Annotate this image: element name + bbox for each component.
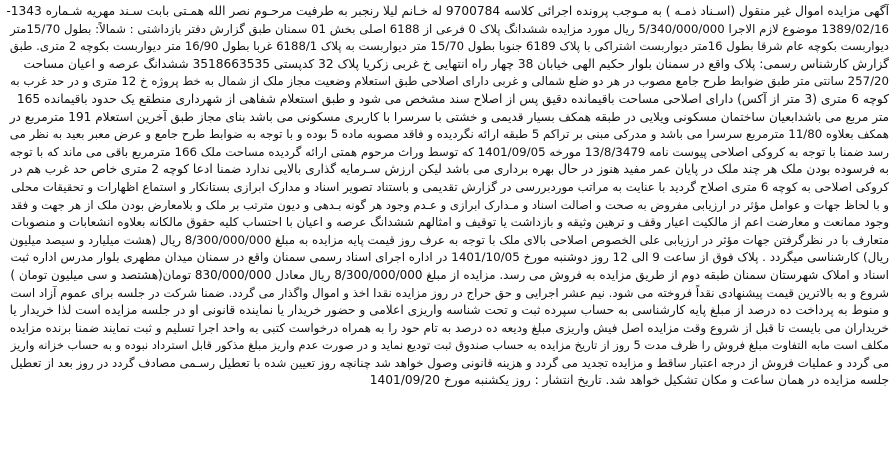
notice-line: به فرسوده بودن ملک هر چند ملک در پایان عمر مفید هنوز در حال بهره برداری می باشد لیکن ارزش سـرمایه گذاری بالایی ندارد ضمنا ادعا کوچه 2 متری خاص حد غرب هم در [11,162,889,177]
notice-line: آگهی مزایده اموال غیر منقول (اسـناد ذمـه ) به مـوجب پرونده اجرائی کلاسه 9700784 له خـانم لیلا رنجبر به طرفیت مرحـوم نصر الله همـتی بابت سـند مهریه شـماره 1343- [6,4,889,18]
notice-line: خریداران می بایست تا قبل از شروع وقت مزایده اصل فیش واریزی مبلغ ودیعه ده درصد به تام حود را به همراه درخواست کتبی به واحد اجرا تسلیم و ثبت نمایند ضمنا برنده مزایده [9,320,889,335]
notice-line: دیواربست بکوچه عام شرقا بطول 16متر دیواربست اشتراکی با پلاک 6189 جنوبا بطول 15/70 متر دیواربست به پلاک 6188/1 غربا بطول 16/90 متر دیواربست بکوچه 2 متری. طبق [9,39,889,54]
notice-line: اسناد و املاک شهرستان سمنان طبقه دوم از طریق مزایده به فروش می رسد. مزایده از مبلغ 8/300/000/000 ریال معادل 830/000/000 تومان(هشتصد و سی میلیون تومان ) [10,267,889,282]
notice-line: 257/20 سانتی متر طبق ضوابط طرح جامع مصوب در هر دو ضلع شمالی و غربی دارای اصلاحی طبق استعلام وضعیت مجاز ملک از شمال به خط پروژه خ 12 متری و در حد غرب به [10,74,889,89]
notice-line: شروع و به بالاترین قیمت پیشنهادی نقداً فروخته می شود. نیم عشر اجرایی و حق حراج در روز مزایده نقدا اخذ و اموال واگذار می گردد. ضمنا شرکت در جلسه برای عموم آزاد است [10,285,889,300]
notice-line: متعارف با در نظرگرفتن جهات مؤثر در ارزیابی علی الخصوص اصلاحی بالای ملک با توجه به عرف روز قیمت پایه مزایده به مبلغ 8/300/000/000 ریال (هشت میلیارد و سیصد میلیون [9,232,889,247]
notice-line: مکلف است مابه التفاوت مبلغ فروش را ظرف مدت 5 روز از تاریخ مزایده به حساب صندوق ثبت تودیع نماید و در صورت عدم واریز مبلغ مذکور قابل استرداد نبوده و به حساب خزانه واریز [10,338,889,353]
notice-line: وجود ممانعت و معارضت اعم از مالکیت اعیار وقف و ترهین وثیقه و بازداشت یا توقیف و امثالهم ششدانگ عرصه و اعیان با احتساب کلیه حقوق مالکانه بعلاوه انشعابات و منصوبات [11,215,889,230]
notice-line: جلسه مزایده در همان ساعت و مکان تشکیل خواهد شد. تاریخ انتشار : روز یکشنبه مورخ 1401/09/20 [369,373,889,388]
notice-line: 1389/02/16 موضوع لازم الاجرا 5/340/000/000 ریال مورد مزایده ششدانگ پلاک 0 فرعی از 6188 اصلی بخش 01 سمنان طبق گزارش دفتر بازداشتی : شمالاً: بطول 15/70متر [10,21,889,36]
auction-notice-text [6,3,889,447]
notice-line: متر مربع می باشدابعیان ساختمان مسکونی ویلایی در طبقه همکف بسیار قدیمی و خشتی با سرسرا با کاربری مسکونی می باشد بنای مجاز طبق آخرین استعلام 191 مترمربع در [9,109,889,124]
notice-line: ریال) کارشناسی میگردد . پلاک فوق از ساعت 9 الی 12 روز دوشنبه مورخ 1401/10/05 در اداره اجرای اسناد رسمی سمنان واقع در سمنان میدان مطهری بلوار مدرس اداره ثبت [10,250,889,265]
notice-line: و منوط به پرداخت ده درصد از مبلغ پایه کارشناسی به حساب سپرده ثبت و تحت شناسه واریزی اعلامی و حضور خریدار یا نماینده قانونی او در جلسه مزایده است لذا خریدار یا [9,303,889,318]
notice-line: و با لحاظ جهات و عوامل مؤثر در ارزیابی مفروض به صحت و اصالت اسناد و مـدارک ابرازی و عـدم وجود هر گونه بـدهی و دیون مترتب بر ملک و بلامعارض بودن ملک از هر جهت و فقد [10,197,889,212]
notice-line: همکف بعلاوه 11/80 مترمربع سرسرا می باشد و مدرکی مبنی بر تراکم 5 طبقه ارائه نگردیده و فاقد مصوبه ماده 5 بوده و با توجه به ضوابط طرح جامع و عرض معبر بعید به نظر می [9,127,889,142]
notice-line: گزارش کارشناس رسمی: پلاک واقع در سمنان بلوار حکیم الهی خیابان 38 چهار راه انتهایی خ غربی زکریا پلاک 32 کدپستی 3518663535 ششدانگ عرصه و اعیان مساحت [23,56,889,71]
notice-line: کوچه 6 متری (3 متر از آکس) دارای اصلاحی مساحت باقیمانده دقیق پس از اصلاح سند مشخص می شود و طبق استعلام شفاهی از شهرداری منطقع یک حدود باقیمانده 165 [16,91,889,106]
notice-line: کروکی اصلاحی به کوچه 6 متری اصلاح گردید با عنایت به مراتب موردبررسی در گزارش تقدیمی و باستناد تصویر اسناد و مدارک ابرازی بستانکار و استماع اظهارات و تحقیقات محلی [11,179,889,194]
notice-line: می گردد و عملیات فروش از درجه اعتبار ساقط و مزایده تجدید می گردد و هزینه قانونی وصول خواهد شد چنانچه روز تعیین شده با تعطیل رسـمی مصادف گردد در روز بعد از تعطیل [10,355,889,370]
notice-line: رسد ضمنا با توجه به کروکی اصلاحی پیوست نامه 13/8/3479 مورخه 1401/09/05 که توسط وراث مرحوم همتی ارائه گردیده مساحت ملک 166 مترمربع باقی می ماند که با توجه [9,144,889,159]
